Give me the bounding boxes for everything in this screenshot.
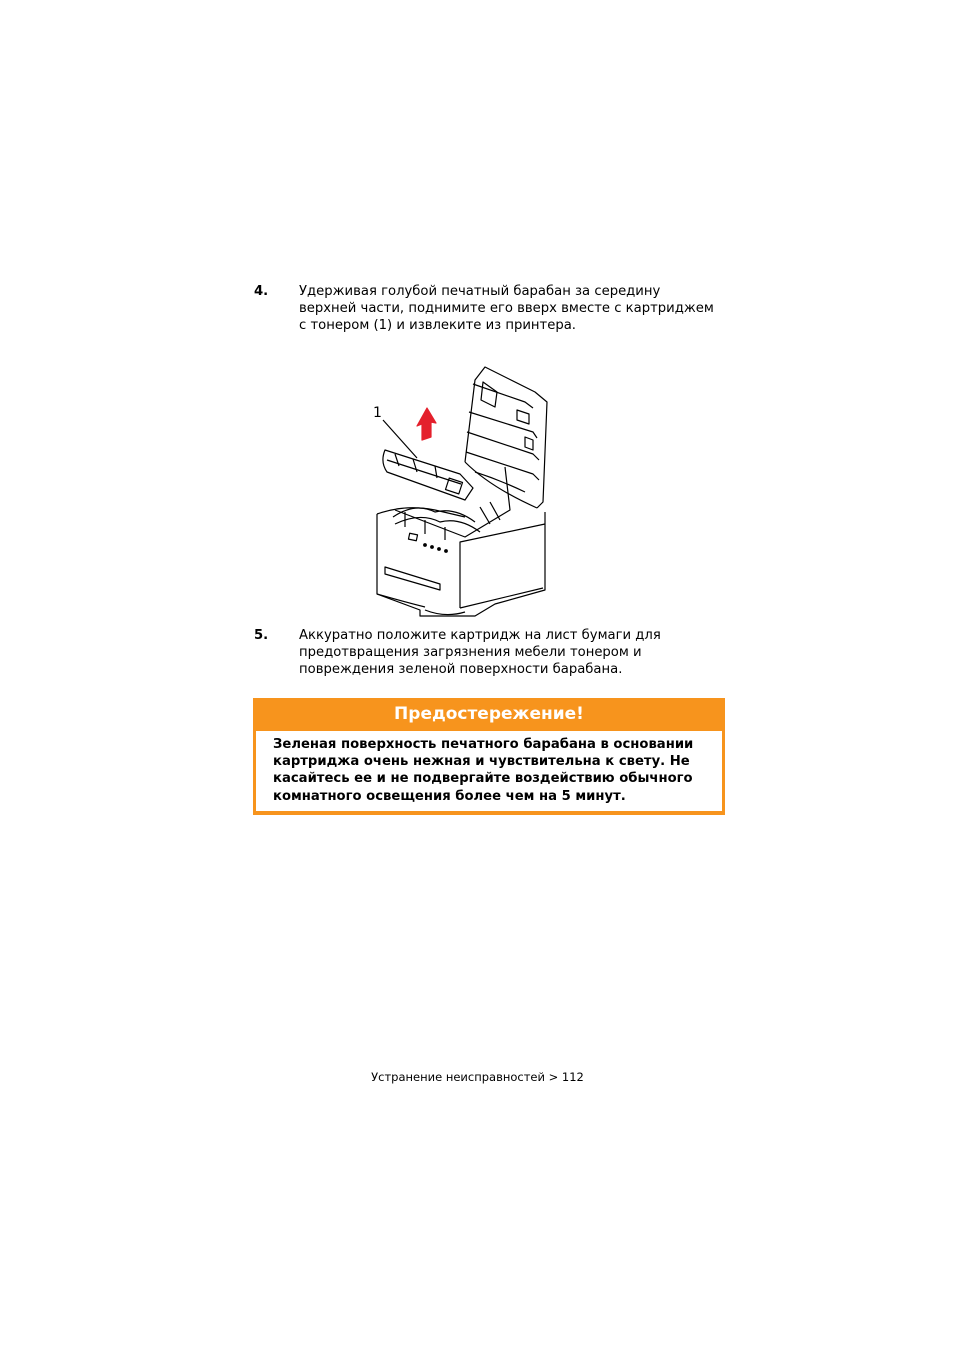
step-number: 5. bbox=[254, 628, 269, 643]
step-text-line: с тонером (1) и извлеките из принтера. bbox=[299, 318, 576, 334]
step-text-line: Удерживая голубой печатный барабан за середину bbox=[299, 284, 661, 299]
step-text bbox=[299, 627, 739, 679]
warning-line: Зеленая поверхность печатного барабана в основании bbox=[273, 737, 694, 752]
warning-line: касайтесь ее и не подвергайте воздействию обычного bbox=[273, 771, 693, 787]
step-text-line: предотвращения загрязнения мебели тонером и bbox=[299, 645, 642, 661]
warning-line: картриджа очень нежная и чувствительна к свету. Не bbox=[273, 754, 690, 770]
step-text-line: верхней части, поднимите его вверх вместе с картриджем bbox=[299, 301, 714, 317]
warning-body bbox=[256, 731, 722, 811]
page-footer: Устранение неисправностей > 112 bbox=[371, 1070, 584, 1084]
step-text-line: Аккуратно положите картридж на лист бумаги для bbox=[299, 628, 661, 643]
warning-line: комнатного освещения более чем на 5 минут. bbox=[273, 788, 626, 804]
step-text-line: повреждения зеленой поверхности барабана. bbox=[299, 662, 623, 678]
step-text bbox=[299, 283, 739, 335]
up-arrow-icon bbox=[417, 408, 436, 440]
step-number: 4. bbox=[254, 284, 269, 299]
warning-title: Предостережение! bbox=[394, 704, 584, 724]
printer-illustration bbox=[365, 362, 555, 624]
warning-box bbox=[253, 698, 725, 815]
callout-label: 1 bbox=[373, 405, 382, 421]
